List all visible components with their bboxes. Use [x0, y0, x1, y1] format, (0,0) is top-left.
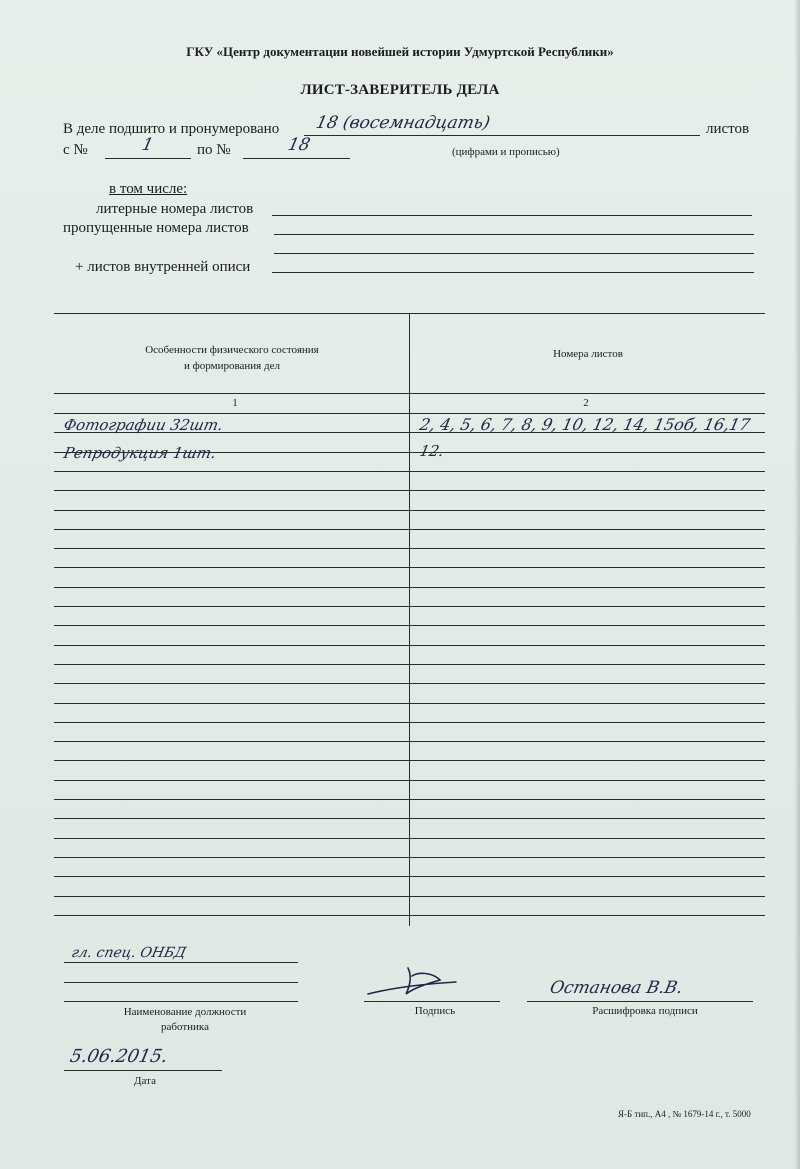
row2-condition: Репродукция 1шт. — [62, 444, 218, 462]
table-rule-line — [54, 606, 765, 607]
signature-line — [364, 1001, 500, 1002]
table-rule-line — [54, 760, 765, 761]
position-label — [100, 1005, 270, 1035]
lettered-line — [272, 215, 752, 216]
organization-name: ГКУ «Центр документации новейшей истории Удмуртской Республики» — [186, 44, 614, 59]
table-rule-line — [54, 741, 765, 742]
header-bottom-border — [54, 393, 765, 394]
from-value-line — [105, 158, 191, 159]
hint-text: (цифрами и прописью) — [452, 146, 560, 158]
table-rule-line — [54, 548, 765, 549]
table-rule-line — [54, 703, 765, 704]
sewn-value-line — [304, 135, 700, 136]
skipped-line — [274, 234, 754, 235]
table-rule-line — [54, 780, 765, 781]
table-rule-line — [54, 490, 765, 491]
col2-number: 2 — [583, 397, 589, 409]
table-rule-line — [54, 896, 765, 897]
table-rule-line — [54, 664, 765, 665]
table-rule-line — [54, 818, 765, 819]
lettered-label: литерные номера листов — [96, 201, 254, 217]
table-rule-line — [54, 683, 765, 684]
table-rule-line — [54, 838, 765, 839]
sheets-label: листов — [706, 121, 750, 137]
table-rule-line — [54, 471, 765, 472]
position-line-2 — [64, 982, 298, 983]
sewn-value: 18 (восемнадцать) — [314, 113, 492, 133]
table-rule-line — [54, 567, 765, 568]
inventory-line — [272, 272, 754, 273]
table-rule-line — [54, 587, 765, 588]
table-column-divider — [409, 313, 410, 926]
document-title: ЛИСТ-ЗАВЕРИТЕЛЬ ДЕЛА — [300, 82, 500, 98]
position-value: гл. спец. ОНБД — [70, 945, 188, 961]
decryption-label: Расшифровка подписи — [592, 1005, 698, 1017]
skipped-label: пропущенные номера листов — [63, 220, 249, 236]
table-rule-line — [54, 799, 765, 800]
table-rule-line — [54, 645, 765, 646]
signature-label: Подпись — [414, 1005, 456, 1017]
table-rule-line — [54, 876, 765, 877]
decryption-value: Останова В.В. — [548, 978, 685, 998]
from-label: с № — [63, 142, 88, 158]
sewn-label: В деле подшито и пронумеровано — [63, 121, 280, 137]
col1-header-line2: и формирования дел — [184, 360, 280, 372]
decryption-line — [527, 1001, 753, 1002]
table-rule-line — [54, 722, 765, 723]
date-label: Дата — [134, 1075, 156, 1087]
to-label: по № — [197, 142, 231, 158]
from-value: 1 — [140, 135, 156, 155]
date-line — [64, 1070, 222, 1071]
date-value: 5.06.2015. — [68, 1046, 170, 1067]
table-rule-line — [54, 857, 765, 858]
print-info: Я-Б тип., А4 , № 1679-14 г., т. 5000 — [618, 1109, 751, 1119]
position-label-line1: Наименование должности — [123, 1006, 247, 1018]
col1-header-line1: Особенности физического состояния — [145, 344, 319, 356]
col1-header — [70, 342, 394, 374]
col1-number: 1 — [232, 397, 238, 409]
row1-condition: Фотографии 32шт. — [62, 416, 225, 434]
row2-sheets: 12. — [418, 442, 446, 460]
table-rule-line — [54, 529, 765, 530]
table-rule-line — [54, 625, 765, 626]
to-value-line — [243, 158, 350, 159]
table-rule-line — [54, 915, 765, 916]
table-rule-line — [54, 413, 765, 414]
signature-scribble — [362, 962, 482, 1002]
position-label-line2: работника — [161, 1021, 209, 1033]
to-value: 18 — [286, 135, 312, 155]
skipped-line-2 — [274, 253, 754, 254]
table-rule-line — [54, 510, 765, 511]
position-line-3 — [64, 1001, 298, 1002]
col2-header: Номера листов — [553, 348, 623, 360]
inventory-label: + листов внутренней описи — [75, 259, 251, 275]
including-heading: в том числе: — [109, 181, 188, 197]
position-line-1 — [64, 962, 298, 963]
page-edge-shadow — [794, 0, 800, 1169]
row1-sheets: 2, 4, 5, 6, 7, 8, 9, 10, 12, 14, 15об, 16,17 — [418, 415, 752, 434]
